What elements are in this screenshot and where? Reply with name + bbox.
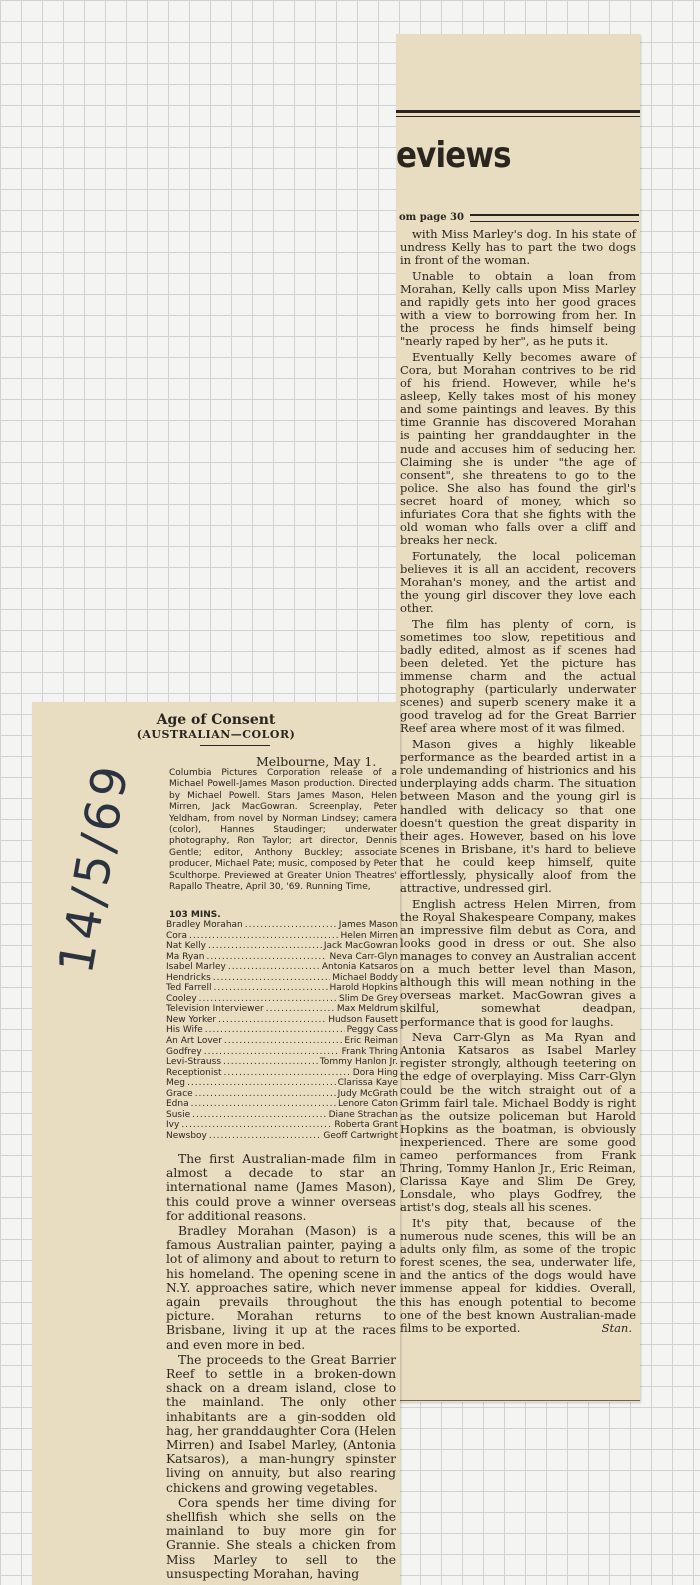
- review-paragraph: Neva Carr-Glyn as Ma Ryan and Antonia Katsaros as Isabel Marley register strongly, although teetering on the edge of overplaying. Miss Carr-Glyn could be the witch straight out of a Grimm fairl tale. Michael Boddy is right as the outsize policeman but Harold Hopkins as the boatman, is obviously inexperienced. There are some good cameo performances from Frank Thring, Tommy Hanlon Jr., Eric Reiman, Clarissa Kaye and Slim De Grey, Lonsdale, who plays Godfrey, the artist's dog, steals all his scenes.: [400, 1030, 636, 1215]
- cast-row: [166, 1120, 398, 1131]
- review-body-start: [166, 1152, 396, 1582]
- cast-row: [166, 1089, 398, 1100]
- cast-role: Bradley Morahan: [166, 920, 243, 930]
- cast-leader-dots: [208, 941, 322, 952]
- film-credits: Columbia Pictures Corporation release of a Michael Powell-James Mason production. Directed by Michael Powell. Stars James Mason, Helen Mirren, Jack MacGowran. Screenplay, Peter Yeldham, from novel by Norman Lindsey; camera (color), Hannes Staudinger; underwater photography, Ron Taylor; art director, Dennis Gentle; editor, Anthony Buckley; associate producer, Michael Pate; music, composed by Peter Sculthorpe. Previewed at Greater Union Theatres' Rapallo Theatre, April 30, '69. Running Time,: [169, 768, 397, 893]
- cast-leader-dots: [187, 1078, 336, 1089]
- cast-leader-dots: [223, 1057, 318, 1068]
- cast-role: Levi-Strauss: [166, 1057, 222, 1068]
- review-paragraph: with Miss Marley's dog. In his state of undress Kelly has to part the two dogs in front of the woman.: [400, 227, 636, 268]
- cast-leader-dots: [195, 1089, 336, 1100]
- header-rule-thin: [396, 116, 640, 117]
- cast-leader-dots: [224, 1068, 351, 1079]
- cast-leader-dots: [199, 994, 337, 1005]
- cast-actor: Slim De Grey: [338, 993, 398, 1004]
- review-paragraph: The first Australian-made film in almost a decade to star an international name (James Mason), this could prove a winner overseas for additional reasons.: [166, 1152, 396, 1223]
- cast-actor: Harold Hopkins: [329, 983, 398, 994]
- from-page-rule: [470, 214, 639, 222]
- review-paragraph: Eventually Kelly becomes aware of Cora, but Morahan contrives to be rid of his friend. However, while he's asleep, Kelly takes most of his money and some paintings and leaves. By this time Grannie has discovered Morahan is painting her granddaughter in the nude and accuses him of seducing her. Claiming she is under "the age of consent", she threatens to go to the police. She also has found the girl's secret hoard of money, which so infuriates Cora that she fights with the old woman who falls over a cliff and breaks her neck.: [400, 349, 636, 548]
- cast-leader-dots: [205, 1025, 345, 1036]
- cast-row: [166, 941, 398, 952]
- cast-actor: Antonia Katsaros: [321, 962, 398, 973]
- cast-role: Cora: [166, 930, 188, 941]
- cast-actor: Tommy Hanlon Jr.: [319, 1057, 398, 1068]
- cast-actor: Eric Reiman: [344, 1036, 398, 1047]
- cast-role: Television Interviewer: [166, 1004, 264, 1015]
- review-paragraph: Unable to obtain a loan from Morahan, Kelly calls upon Miss Marley and rapidly gets into her good graces with a view to borrowing from her. In the process he finds himself being "nearly raped by her", as he puts it.: [400, 268, 636, 349]
- cast-row: [166, 983, 398, 994]
- cast-role: Ivy: [166, 1120, 180, 1131]
- cast-row: [166, 1068, 398, 1079]
- cast-row: [166, 1110, 398, 1121]
- review-paragraph: Mason gives a highly likeable performance as the bearded artist in a role undemanding of histrionics and his underplaying adds charm. The situation between Mason and the young girl is handled with delicacy so that one doesn't question the great disparity in their ages. However, based on his love scenes in Brisbane, it's hard to believe that he could keep himself, quite effortlessly, physically aloof from the attractive, undressed girl.: [400, 737, 636, 896]
- cast-leader-dots: [214, 983, 328, 994]
- running-time: 103 MINS.: [169, 910, 221, 920]
- cast-leader-dots: [192, 1110, 326, 1121]
- cast-leader-dots: [206, 952, 327, 963]
- cast-actor: Geoff Cartwright: [323, 1130, 398, 1141]
- cast-row: [166, 1004, 398, 1015]
- footer-rule: [396, 1400, 640, 1401]
- cast-row: [166, 973, 398, 984]
- review-paragraph: English actress Helen Mirren, from the Royal Shakespeare Company, makes an impressive film debut as Cora, and looks good in dress or out. She also manages to convey an Australian accent on a much better level than Mason, although this will mean nothing in the overseas market. MacGowran gives a skilful, somewhat deadpan, performance that is good for laughs.: [400, 896, 636, 1029]
- cast-role: Isabel Marley: [166, 962, 226, 973]
- cast-row: [166, 1131, 398, 1142]
- cast-actor: Clarissa Kaye: [337, 1078, 398, 1089]
- cast-role: Meg: [166, 1078, 186, 1089]
- cast-actor: Lenore Caton: [337, 1099, 398, 1110]
- review-paragraph-text: It's pity that, because of the numerous nude scenes, this will be an adults only film, as some of the tropic forest scenes, the sea, underwater life, and the antics of the dogs would have immense appeal for kiddies. Overall, this has enough potential to become one of the best known Australian-made films to be exported.: [400, 1215, 636, 1335]
- cast-row: [166, 920, 398, 931]
- cast-row: [166, 1047, 398, 1058]
- cast-actor: Neva Carr-Glyn: [329, 951, 398, 962]
- cast-leader-dots: [266, 1004, 335, 1015]
- cast-leader-dots: [218, 1015, 326, 1026]
- cast-row: [166, 962, 398, 973]
- cast-row: [166, 1057, 398, 1068]
- cast-role: Ma Ryan: [166, 951, 205, 962]
- review-body-continued: [400, 228, 636, 1337]
- section-heading: eviews: [396, 135, 511, 176]
- cast-role: Nat Kelly: [166, 941, 206, 952]
- cast-actor: Hudson Fausett: [328, 1014, 398, 1025]
- film-title: Age of Consent: [156, 712, 276, 728]
- review-paragraph: Fortunately, the local policeman believes it is all an accident, recovers Morahan's money, and the artist and the young girl discover they love each other.: [400, 548, 636, 616]
- film-subtitle: (AUSTRALIAN—COLOR): [136, 728, 296, 741]
- review-paragraph-last: [400, 1217, 636, 1335]
- review-paragraph: The film has plenty of corn, is sometimes too slow, repetitious and badly edited, almost as if scenes had been deleted. Yet the picture has immense charm and the actual photography (particularly underwater scenes) and superb scenery make it a good travelog ad for the Great Barrier Reef area where most of it was filmed.: [400, 616, 636, 736]
- cast-actor: Michael Boddy: [332, 972, 398, 983]
- cast-role: Newsboy: [166, 1130, 207, 1141]
- cast-role: Grace: [166, 1088, 193, 1099]
- cast-actor: Roberta Grant: [334, 1120, 398, 1131]
- continued-from-page: [399, 212, 639, 223]
- cast-row: [166, 1078, 398, 1089]
- reviewer-byline: Stan.: [601, 1320, 632, 1335]
- cast-leader-dots: [224, 1036, 343, 1047]
- cast-row: [166, 1015, 398, 1026]
- cast-actor: Jack MacGowran: [323, 941, 398, 952]
- cast-row: [166, 1099, 398, 1110]
- review-paragraph: The proceeds to the Great Barrier Reef to settle in a broken-down shack on a dream island, close to the mainland. The only other inhabitants are a gin-sodden old hag, her granddaughter Cora (Helen Mirren) and Isabel Marley, (Antonia Katsaros), a man-hungry spinster living on annuity, but also rearing chickens and growing vegetables.: [166, 1352, 396, 1495]
- from-page-label: om page 30: [399, 212, 464, 223]
- dateline: Melbourne, May 1.: [256, 754, 377, 769]
- header-rule: [396, 110, 640, 113]
- cast-leader-dots: [189, 931, 339, 942]
- cast-leader-dots: [209, 1131, 322, 1142]
- cast-leader-dots: [213, 973, 330, 984]
- cast-actor: Dora Hing: [352, 1067, 398, 1078]
- cast-leader-dots: [245, 920, 337, 931]
- cast-role: Edna: [166, 1099, 189, 1110]
- review-paragraph: Bradley Morahan (Mason) is a famous Australian painter, paying a lot of alimony and about to return to his homeland. The opening scene in N.Y. approaches satire, which never again prevails throughout the picture. Morahan returns to Brisbane, living it up at the races and even more in bed.: [166, 1224, 396, 1352]
- cast-actor: Diane Strachan: [328, 1109, 398, 1120]
- cast-actor: Peggy Cass: [346, 1025, 398, 1036]
- cast-role: Susie: [166, 1109, 191, 1120]
- cast-row: [166, 1036, 398, 1047]
- title-divider: [200, 745, 270, 746]
- cast-role: Receptionist: [166, 1067, 222, 1078]
- handwritten-date-annotation: 14/5/69: [48, 758, 141, 978]
- cast-actor: Max Meldrum: [336, 1004, 398, 1015]
- cast-leader-dots: [228, 962, 320, 973]
- cast-leader-dots: [191, 1099, 336, 1110]
- cast-actor: Judy McGrath: [337, 1088, 398, 1099]
- cast-row: [166, 931, 398, 942]
- review-paragraph: Cora spends her time diving for shellfish which she sells on the mainland to buy more gin for Grannie. She steals a chicken from Miss Marley to sell to the unsuspecting Morahan, having: [166, 1495, 396, 1581]
- cast-role: His Wife: [166, 1025, 203, 1036]
- cast-role: Godfrey: [166, 1046, 202, 1057]
- cast-role: Hendricks: [166, 972, 211, 983]
- cast-role: Ted Farrell: [166, 983, 212, 994]
- cast-role: New Yorker: [166, 1014, 217, 1025]
- cast-leader-dots: [181, 1120, 332, 1131]
- cast-actor: James Mason: [338, 920, 398, 930]
- cast-role: Cooley: [166, 993, 197, 1004]
- cast-actor: Frank Thring: [341, 1046, 398, 1057]
- cast-leader-dots: [204, 1047, 340, 1058]
- review-clipping-continued: [396, 34, 640, 1402]
- cast-actor: Helen Mirren: [340, 930, 398, 941]
- cast-role: An Art Lover: [166, 1036, 222, 1047]
- cast-list: [166, 920, 398, 1141]
- cast-row: [166, 994, 398, 1005]
- cast-row: [166, 952, 398, 963]
- cast-row: [166, 1025, 398, 1036]
